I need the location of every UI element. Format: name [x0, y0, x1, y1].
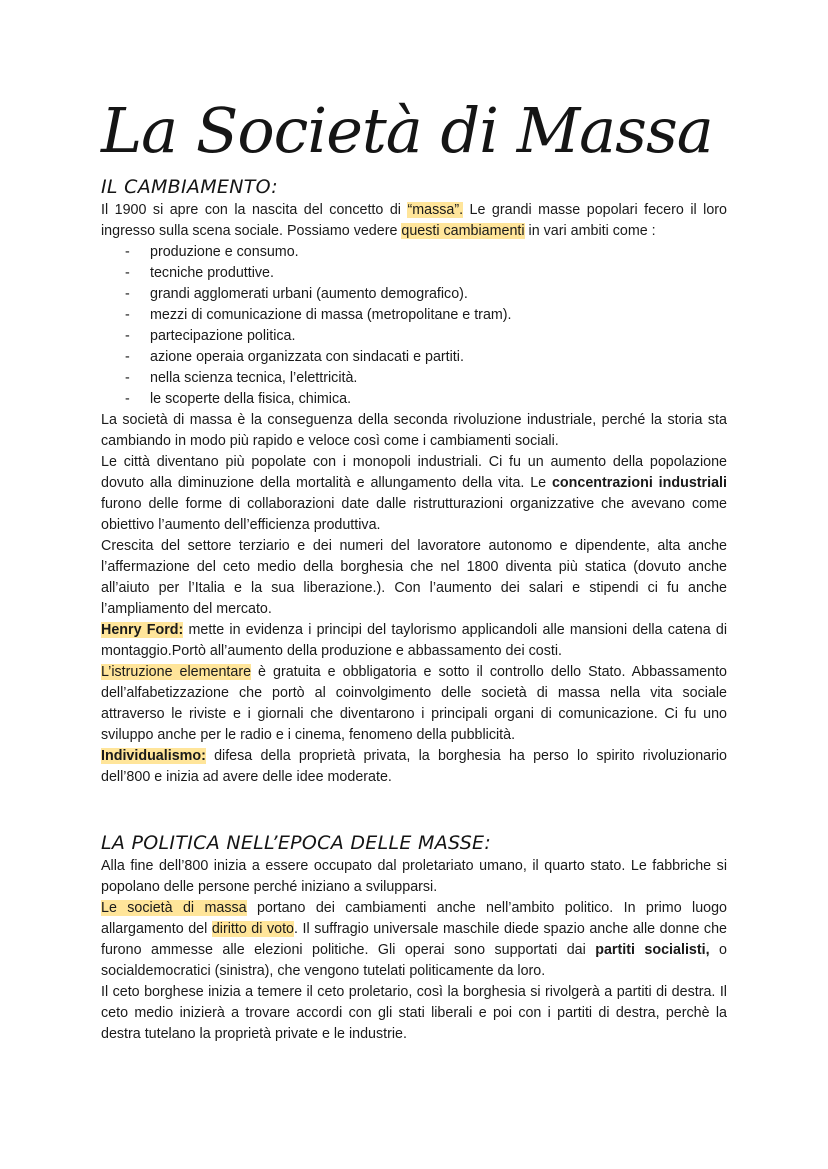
- paragraph-fine-800: Alla fine dell’800 inizia a essere occupato dal proletariato umano, il quarto stato. Le fabbriche si popolano delle persone perché iniziano a svilupparsi.: [101, 858, 727, 895]
- highlight-henry-ford: Henry Ford:: [101, 622, 184, 638]
- highlight-societa-di-massa: Le società di massa: [101, 900, 247, 916]
- bold-partiti-socialisti: partiti socialisti,: [595, 942, 710, 958]
- text-run: è gratuita e obbligatoria e sotto il controllo dello Stato. Abbassamento dell’alfabetizzazione che portò al coinvolgimento delle società di massa nella vita sociale attraverso le riviste e i giornali che diventarono i principali organi di comunicazione. Ci fu uno sviluppo anche per le radio e i cinema, fenomeno della pubblicità.: [101, 664, 728, 743]
- changes-list: [101, 242, 727, 410]
- paragraph-societa-di-massa: La società di massa è la conseguenza della seconda rivoluzione industriale, perché la storia sta cambiando in modo più rapido e veloce così come i cambiamenti sociali.: [101, 412, 727, 449]
- list-item: - le scoperte della fisica, chimica.: [101, 389, 727, 410]
- paragraph-intro: [101, 200, 727, 242]
- highlight-questi-cambiamenti: questi cambiamenti: [401, 223, 525, 239]
- highlight-massa: “massa”.: [407, 202, 464, 218]
- page-title: La Società di Massa: [101, 94, 713, 167]
- text-run: o socialdemocratici (sinistra), che vengono tutelati politicamente da loro.: [101, 942, 727, 979]
- text-run: . Il suffragio universale maschile diede spazio anche alle donne che furono ammesse alle elezioni politiche. Gli operai sono supportati dai: [101, 921, 727, 958]
- list-item: - tecniche produttive.: [101, 263, 727, 284]
- list-item: - azione operaia organizzata con sindacati e partiti.: [101, 347, 727, 368]
- paragraph-henry-ford: [101, 620, 727, 662]
- list-item: - mezzi di comunicazione di massa (metropolitane e tram).: [101, 305, 727, 326]
- highlight-individualismo: Individualismo:: [101, 748, 206, 764]
- list-item: - nella scienza tecnica, l’elettricità.: [101, 368, 727, 389]
- section-heading-politica: LA POLITICA NELL’EPOCA DELLE MASSE:: [101, 832, 492, 854]
- text-run: furono delle forme di collaborazioni date dalle ristrutturazioni organizzative che avevano come obiettivo l’aumento dell’efficienza produttiva.: [101, 496, 727, 533]
- highlight-istruzione-elementare: L’istruzione elementare: [101, 664, 252, 680]
- text-run: in vari ambiti come :: [524, 223, 656, 239]
- paragraph-ceto-borghese: Il ceto borghese inizia a temere il ceto proletario, così la borghesia si rivolgerà a partiti di destra. Il ceto medio inizierà a trovare accordi con gli stati liberali e poi con i partiti di destra, perchè la destra tutelano la proprietà private e le industrie.: [101, 984, 727, 1042]
- section-spacer: [101, 788, 727, 830]
- text-run: Le grandi masse popolari fecero il loro ingresso sulla scena sociale. Possiamo vedere: [101, 202, 727, 239]
- list-item: - grandi agglomerati urbani (aumento demografico).: [101, 284, 727, 305]
- text-run: mette in evidenza i principi del taylorismo applicandoli alle mansioni della catena di montaggio.Portò all’aumento della produzione e abbassamento dei costi.: [101, 622, 727, 659]
- paragraph-terziario: Crescita del settore terziario e dei numeri del lavoratore autonomo e dipendente, alta anche l’affermazione del ceto medio della borghesia che nel 1800 diventa più statica (dovuto anche all’aiuto per l’Italia e la sua liberazione.). Con l’aumento dei salari e stipendi ci fu anche l’ampliamento del mercato.: [101, 538, 727, 617]
- list-item: - partecipazione politica.: [101, 326, 727, 347]
- document-page: [101, 88, 727, 1045]
- text-run: difesa della proprietà privata, la borghesia ha perso lo spirito rivoluzionario dell’800 e inizia ad avere delle idee moderate.: [101, 748, 727, 785]
- text-run: portano dei cambiamenti anche nell’ambito politico. In primo luogo allargamento del: [101, 900, 728, 937]
- list-item: - produzione e consumo.: [101, 242, 727, 263]
- highlight-diritto-di-voto: diritto di voto: [211, 921, 294, 937]
- paragraph-citta: [101, 452, 727, 536]
- section-heading-cambiamento: IL CAMBIAMENTO:: [101, 176, 278, 198]
- text-run: Il 1900 si apre con la nascita del concetto di: [101, 202, 408, 218]
- paragraph-istruzione: [101, 662, 727, 746]
- paragraph-individualismo: [101, 746, 727, 788]
- bold-concentrazioni-industriali: concentrazioni industriali: [551, 475, 727, 491]
- text-run: Le città diventano più popolate con i monopoli industriali. Ci fu un aumento della popolazione dovuto alla diminuzione della mortalità e allungamento della vita. Le: [101, 454, 727, 491]
- paragraph-cambiamenti-politici: [101, 898, 727, 982]
